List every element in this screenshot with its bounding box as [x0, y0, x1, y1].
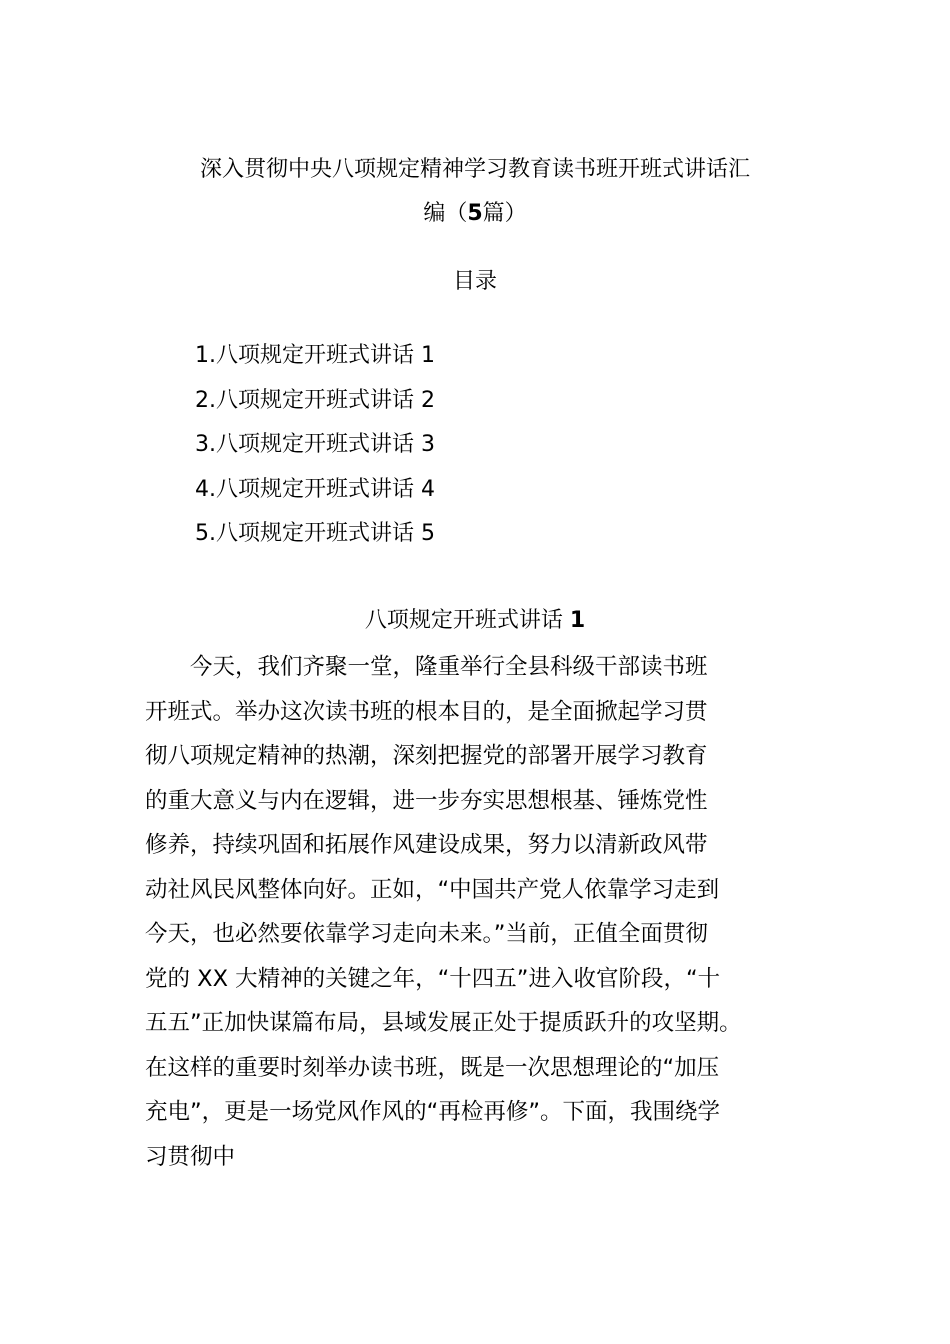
body-line-5: 修养，持续巩固和拓展作风建设成果，努力以清新政风带	[145, 832, 708, 858]
title-suffix: 篇）	[482, 201, 527, 226]
toc-item-2[interactable]: 2.八项规定开班式讲话 2	[195, 387, 435, 413]
body-line-10: 在这样的重要时刻举办读书班，既是一次思想理论的“加压	[145, 1054, 720, 1081]
section-title	[0, 603, 950, 639]
section-title-number: 1	[569, 608, 586, 633]
toc-item-4[interactable]: 4.八项规定开班式讲话 4	[195, 476, 435, 502]
body-paragraph	[145, 645, 825, 1179]
body-line-6: 动社风民风整体向好。正如，“中国共产党人依靠学习走到	[145, 876, 720, 903]
body-line-7: 今天，也必然要依靠学习走向未来。”当前，正值全面贯彻	[145, 921, 708, 947]
title-line-2	[0, 192, 950, 236]
title-count: 5	[467, 201, 483, 226]
section-title-text: 八项规定开班式讲话	[364, 608, 570, 633]
toc-item-3[interactable]: 3.八项规定开班式讲话 3	[195, 432, 435, 457]
toc-item-5[interactable]: 5.八项规定开班式讲话 5	[195, 521, 435, 546]
body-line-1: 今天，我们齐聚一堂，隆重举行全县科级干部读书班	[145, 654, 708, 680]
body-line-4: 的重大意义与内在逻辑，进一步夯实思想根基、锤炼党性	[145, 787, 708, 814]
title-line-1: 深入贯彻中央八项规定精神学习教育读书班开班式讲话汇	[199, 157, 750, 182]
table-of-contents	[195, 334, 435, 557]
body-line-12: 习贯彻中	[145, 1143, 236, 1170]
toc-heading: 目录	[452, 269, 497, 294]
document-title	[0, 148, 950, 236]
title-prefix: 编（	[423, 201, 468, 226]
body-line-3: 彻八项规定精神的热潮，深刻把握党的部署开展学习教育	[145, 743, 708, 769]
body-line-9: 五五”正加快谋篇布局，县域发展正处于提质跃升的攻坚期。	[145, 1010, 742, 1036]
body-line-2: 开班式。举办这次读书班的根本目的，是全面掀起学习贯	[145, 698, 708, 725]
body-line-8: 党的 XX 大精神的关键之年，“十四五”进入收官阶段，“十	[145, 965, 721, 992]
toc-item-1[interactable]: 1.八项规定开班式讲话 1	[195, 343, 435, 368]
body-line-11: 充电”，更是一场党风作风的“再检再修”。下面，我围绕学	[145, 1099, 720, 1125]
